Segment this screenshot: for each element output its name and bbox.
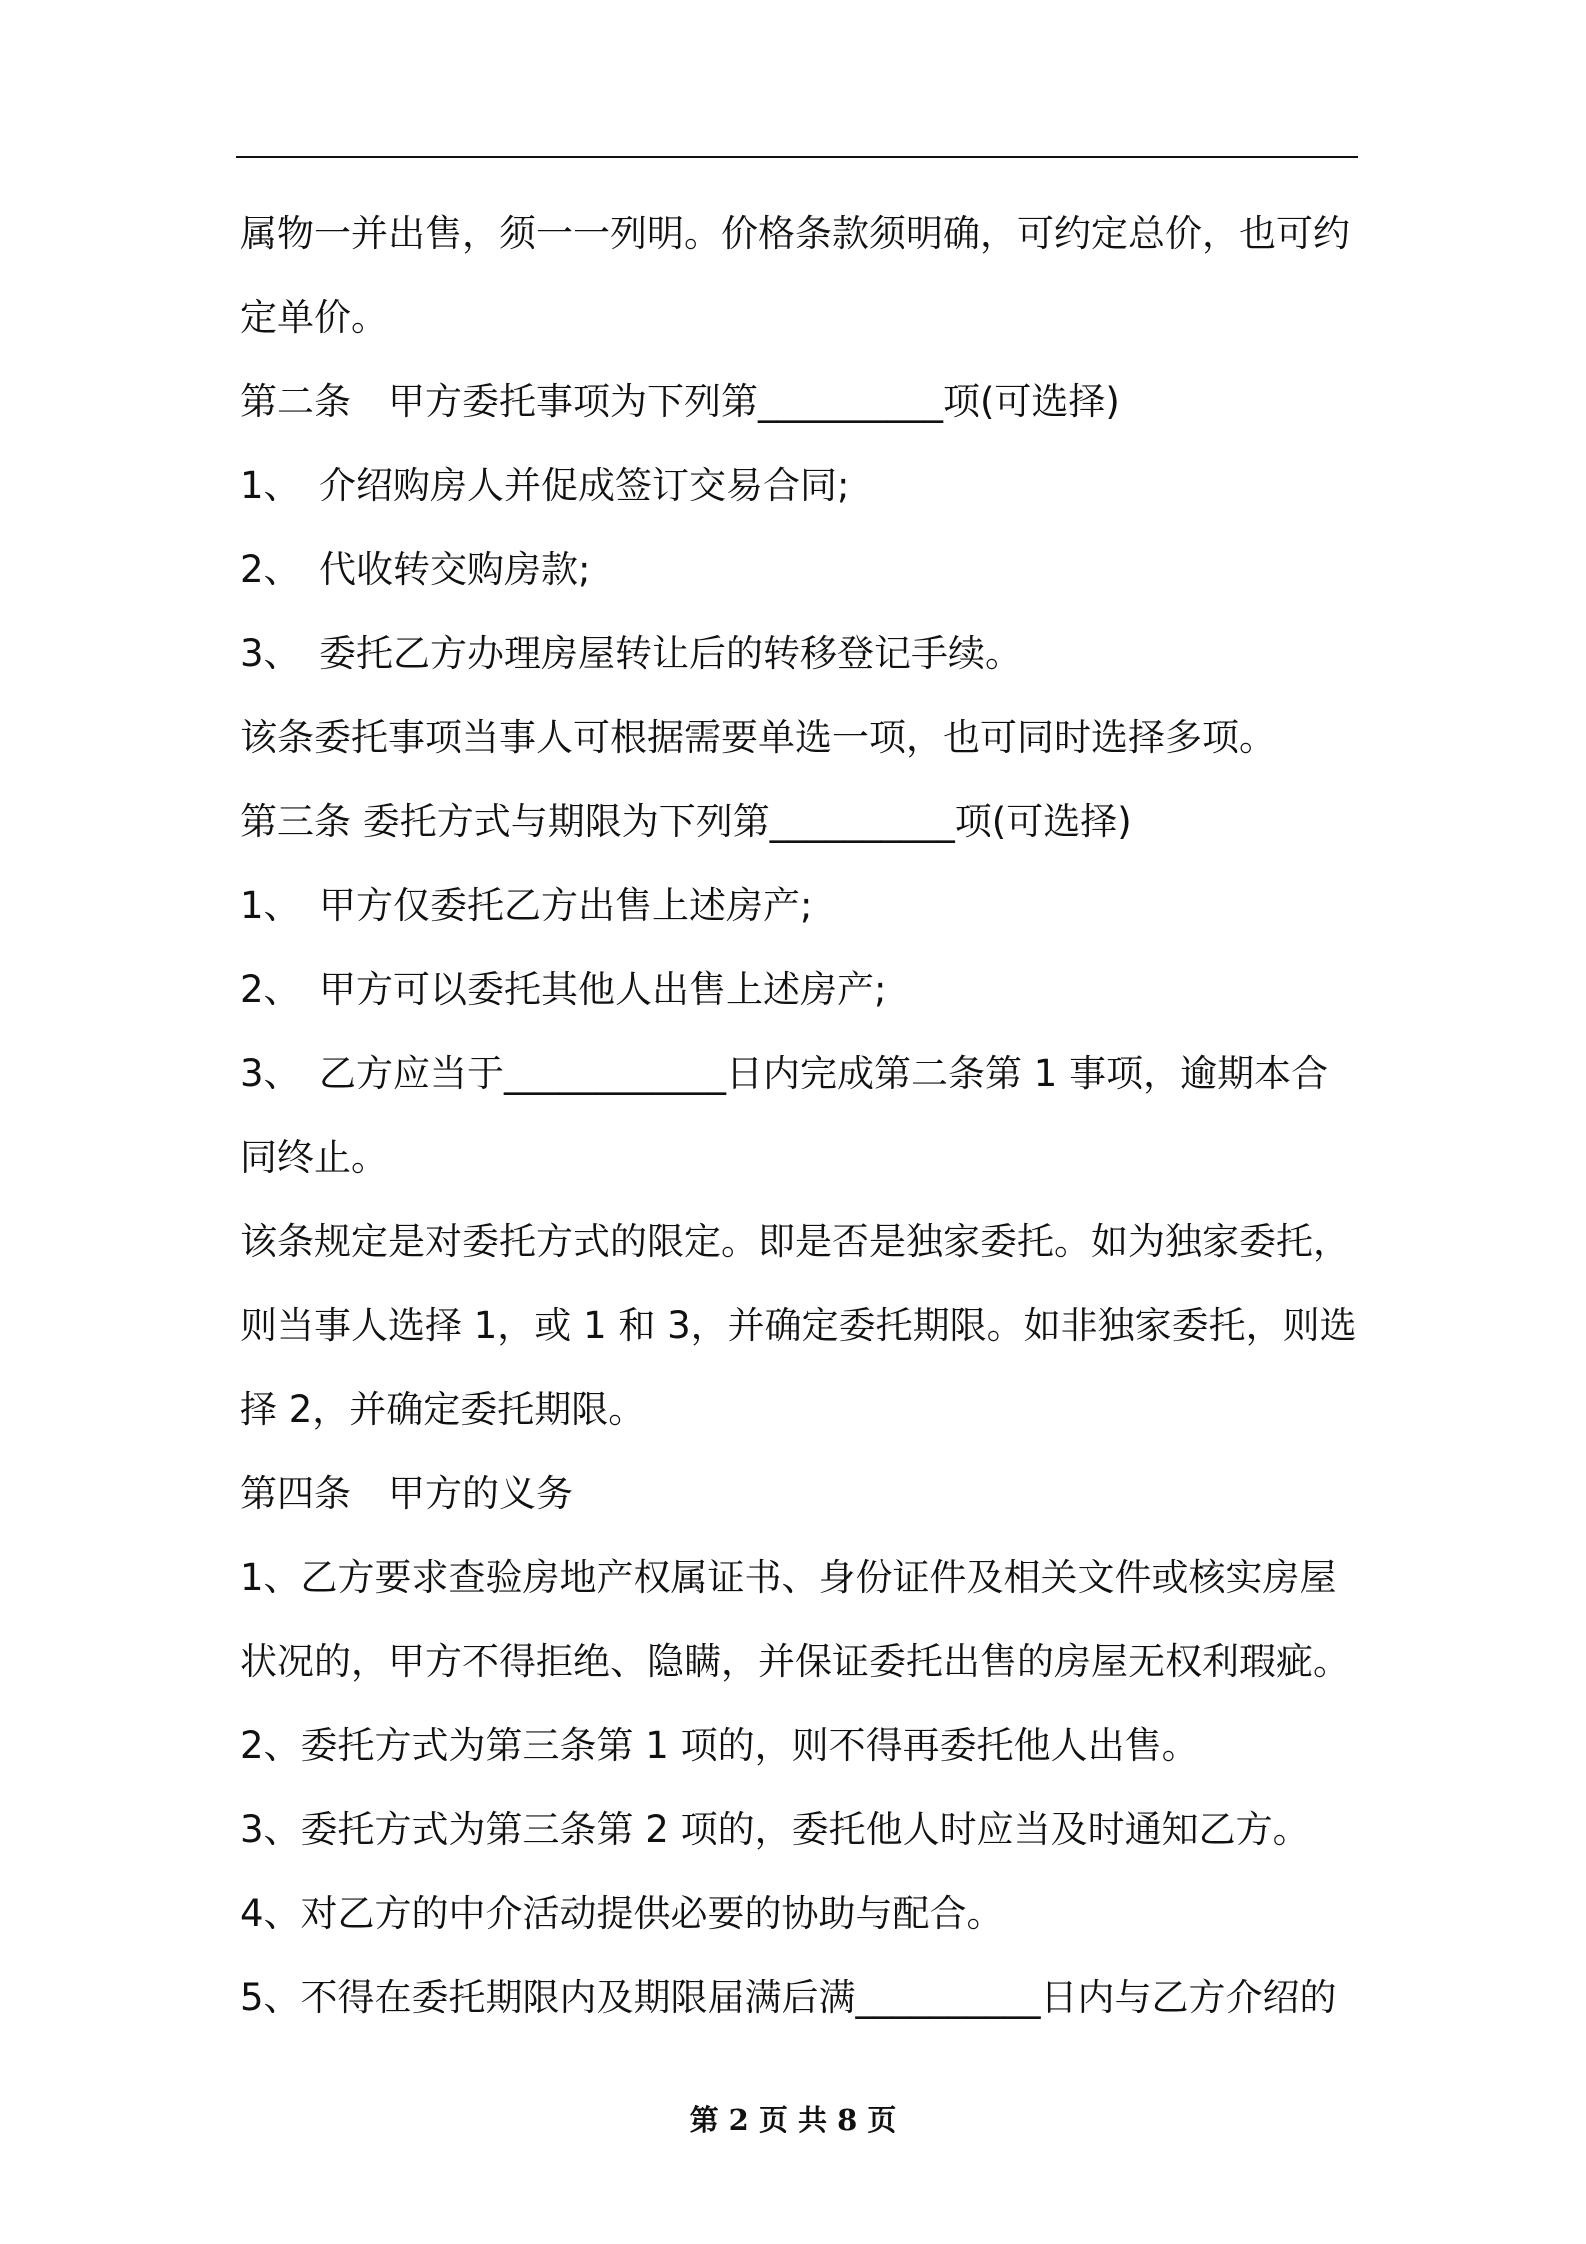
text-line: 同终止。 xyxy=(240,1136,388,1179)
list-item: 2、委托方式为第三条第 1 项的，则不得再委托他人出售。 xyxy=(240,1724,1199,1767)
text-line: 则当事人选择 1，或 1 和 3，并确定委托期限。如非独家委托，则选 xyxy=(240,1304,1357,1347)
page-number-label: 第 2 页 共 8 页 xyxy=(689,2103,897,2137)
text-line: 属物一并出售，须一一列明。价格条款须明确，可约定总价，也可约 xyxy=(240,212,1350,255)
list-item: 1、乙方要求查验房地产权属证书、身份证件及相关文件或核实房屋 xyxy=(240,1556,1337,1599)
text-line: 择 2，并确定委托期限。 xyxy=(240,1388,646,1431)
list-item: 3、委托方式为第三条第 2 项的，委托他人时应当及时通知乙方。 xyxy=(240,1808,1310,1851)
article-4-heading: 第四条 甲方的义务 xyxy=(240,1472,573,1515)
text-line: 该条委托事项当事人可根据需要单选一项，也可同时选择多项。 xyxy=(240,716,1276,759)
list-item: 2、 代收转交购房款; xyxy=(240,548,591,591)
list-item: 2、 甲方可以委托其他人出售上述房产; xyxy=(240,968,887,1011)
list-item: 3、 委托乙方办理房屋转让后的转移登记手续。 xyxy=(240,632,1023,675)
list-item: 1、 介绍购房人并促成签订交易合同; xyxy=(240,464,850,507)
header-rule xyxy=(236,156,1358,158)
list-item: 1、 甲方仅委托乙方出售上述房产; xyxy=(240,884,813,927)
text-line: 该条规定是对委托方式的限定。即是否是独家委托。如为独家委托， xyxy=(240,1220,1350,1263)
list-item: 4、对乙方的中介活动提供必要的协助与配合。 xyxy=(240,1892,1004,1935)
page-footer xyxy=(0,2098,1586,2139)
list-item: 3、 乙方应当于____________日内完成第二条第 1 事项，逾期本合 xyxy=(240,1052,1329,1095)
text-line: 定单价。 xyxy=(240,296,388,339)
article-3-heading: 第三条 委托方式与期限为下列第__________项(可选择) xyxy=(240,800,1132,843)
list-item: 5、不得在委托期限内及期限届满后满__________日内与乙方介绍的 xyxy=(240,1976,1337,2019)
text-line: 状况的，甲方不得拒绝、隐瞒，并保证委托出售的房屋无权利瑕疵。 xyxy=(240,1640,1350,1683)
article-2-heading: 第二条 甲方委托事项为下列第__________项(可选择) xyxy=(240,380,1120,423)
document-body xyxy=(240,192,1360,2040)
